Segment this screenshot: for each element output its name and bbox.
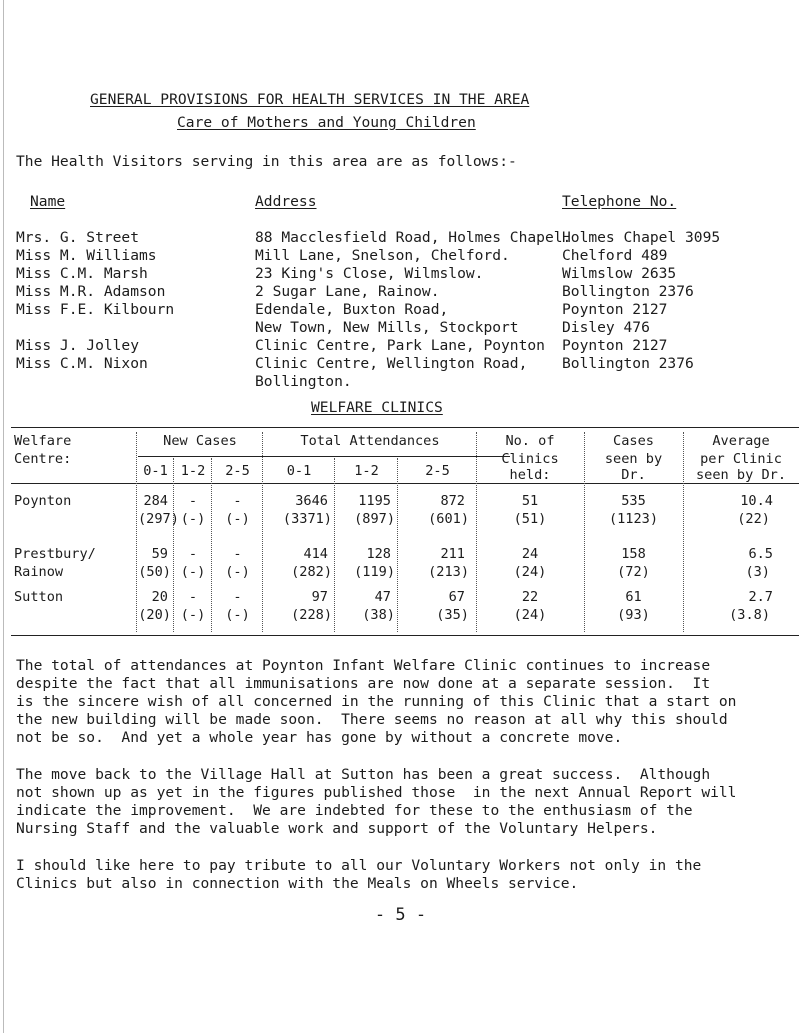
- welfare-clinics-title: WELFARE CLINICS: [311, 399, 443, 416]
- visitor-telephone: Poynton 2127: [562, 337, 668, 354]
- paragraph-line: not be so. And yet a whole year has gone by without a concrete move.: [16, 729, 623, 746]
- visitor-name: Miss C.M. Nixon: [16, 355, 148, 372]
- visitor-address: 2 Sugar Lane, Rainow.: [255, 283, 440, 300]
- cell-new-0-1-prev: (297): [138, 511, 179, 527]
- col-header-new-0-1: 0-1: [143, 463, 168, 479]
- visitor-address: 88 Macclesfield Road, Holmes Chapel.: [255, 229, 572, 246]
- col-header-seen-by: seen by: [604, 451, 663, 467]
- col-header-average: Average: [712, 433, 770, 449]
- visitor-address: 23 King's Close, Wilmslow.: [255, 265, 484, 282]
- cell-att-2-5-prev: (213): [428, 564, 469, 580]
- visitor-address: Clinic Centre, Park Lane, Poynton: [255, 337, 545, 354]
- cell-att-2-5: 211: [440, 546, 465, 562]
- table-bottom-rule: [11, 635, 799, 636]
- cell-new-2-5: -: [233, 493, 242, 509]
- col-header-total-attendances: Total Attendances: [300, 433, 440, 449]
- cell-att-0-1-prev: (282): [291, 564, 332, 580]
- table-row-centre: Prestbury/: [14, 546, 96, 562]
- cell-att-2-5: 67: [448, 589, 465, 605]
- cell-att-0-1: 414: [303, 546, 328, 562]
- visitor-telephone: Bollington 2376: [562, 283, 694, 300]
- table-row-centre-line2: Rainow: [14, 564, 64, 580]
- cell-new-2-5: -: [233, 589, 242, 605]
- paragraph-line: I should like here to pay tribute to all our Voluntary Workers not only in the: [16, 857, 702, 874]
- visitor-telephone: Chelford 489: [562, 247, 668, 264]
- cell-att-1-2: 47: [374, 589, 391, 605]
- cell-att-1-2-prev: (897): [354, 511, 395, 527]
- column-divider: [136, 432, 137, 632]
- header-name: Name: [30, 193, 66, 210]
- header-telephone: Telephone No.: [562, 193, 677, 210]
- column-divider: [211, 458, 212, 632]
- visitor-address: Clinic Centre, Wellington Road,: [255, 355, 528, 372]
- col-header-clinics: Clinics: [501, 451, 559, 467]
- cell-new-0-1-prev: (50): [138, 564, 171, 580]
- visitor-name: Miss M.R. Adamson: [16, 283, 166, 300]
- paragraph-line: is the sincere wish of all concerned in the running of this Clinic that a start on: [16, 693, 737, 710]
- col-header-new-1-2: 1-2: [180, 463, 206, 479]
- col-header-no-of: No. of: [505, 433, 555, 449]
- cell-seen-by-dr-prev: (93): [617, 607, 650, 623]
- col-header-cases: Cases: [613, 433, 654, 449]
- cell-clinics-held-prev: (24): [513, 607, 547, 623]
- col-header-att-2-5: 2-5: [425, 463, 450, 479]
- cell-att-0-1: 97: [311, 589, 328, 605]
- cell-new-1-2-prev: (-): [180, 607, 206, 623]
- visitor-name: Mrs. G. Street: [16, 229, 140, 246]
- cell-seen-by-dr-prev: (1123): [608, 511, 659, 527]
- visitor-telephone-line2: Disley 476: [562, 319, 650, 336]
- cell-new-1-2-prev: (-): [180, 511, 206, 527]
- page-number: - 5 -: [374, 905, 427, 925]
- col-header-new-cases: New Cases: [163, 433, 237, 449]
- visitor-name: Miss J. Jolley: [16, 337, 140, 354]
- col-header-att-1-2: 1-2: [354, 463, 379, 479]
- cell-new-1-2: -: [188, 493, 198, 509]
- visitor-name: Miss F.E. Kilbourn: [16, 301, 175, 318]
- visitor-address-line2: New Town, New Mills, Stockport: [255, 319, 519, 336]
- cell-new-1-2: -: [188, 546, 198, 562]
- col-header-centre: Welfare: [14, 433, 72, 449]
- cell-average-prev: (3.8): [729, 607, 770, 623]
- visitor-address: Mill Lane, Snelson, Chelford.: [255, 247, 510, 264]
- column-divider: [397, 458, 398, 632]
- col-header-per-clinic: per Clinic: [700, 451, 782, 467]
- cell-att-1-2: 1195: [358, 493, 391, 509]
- paragraph-line: The move back to the Village Hall at Sutton has been a great success. Although: [16, 766, 711, 783]
- table-subheader-rule: [138, 456, 510, 457]
- cell-seen-by-dr: 535: [621, 493, 646, 509]
- column-divider: [262, 432, 263, 632]
- cell-clinics-held: 24: [521, 546, 539, 562]
- cell-average: 2.7: [748, 589, 773, 605]
- visitor-telephone: Bollington 2376: [562, 355, 694, 372]
- cell-new-0-1: 284: [143, 493, 168, 509]
- cell-new-2-5-prev: (-): [225, 511, 250, 527]
- paragraph-line: not shown up as yet in the figures published those in the next Annual Report will: [16, 784, 737, 801]
- paragraph-line: The total of attendances at Poynton Infant Welfare Clinic continues to increase: [16, 657, 711, 674]
- cell-average: 6.5: [748, 546, 773, 562]
- document-subtitle: Care of Mothers and Young Children: [177, 114, 476, 131]
- cell-clinics-held-prev: (51): [513, 511, 547, 527]
- visitor-telephone: Wilmslow 2635: [562, 265, 677, 282]
- col-header-seen-by-dr: seen by Dr.: [695, 467, 787, 483]
- visitor-address: Edendale, Buxton Road,: [255, 301, 449, 318]
- cell-average-prev: (3): [745, 564, 770, 580]
- cell-seen-by-dr: 158: [621, 546, 646, 562]
- document-title: GENERAL PROVISIONS FOR HEALTH SERVICES IN THE AREA: [90, 91, 530, 108]
- paragraph-line: Nursing Staff and the valuable work and support of the Voluntary Helpers.: [16, 820, 658, 837]
- cell-new-2-5-prev: (-): [225, 564, 250, 580]
- visitor-name: Miss C.M. Marsh: [16, 265, 148, 282]
- column-divider: [173, 458, 174, 632]
- col-header-held: held:: [509, 467, 551, 483]
- paragraph-line: indicate the improvement. We are indebted for these to the enthusiasm of the: [16, 802, 693, 819]
- visitor-address-line2: Bollington.: [255, 373, 352, 390]
- cell-att-2-5-prev: (601): [428, 511, 469, 527]
- cell-seen-by-dr: 61: [625, 589, 642, 605]
- cell-att-1-2-prev: (38): [362, 607, 395, 623]
- column-divider: [683, 432, 684, 632]
- table-top-rule: [11, 427, 799, 428]
- cell-average: 10.4: [740, 493, 773, 509]
- cell-att-0-1-prev: (228): [291, 607, 332, 623]
- cell-new-1-2: -: [188, 589, 198, 605]
- col-header-att-0-1: 0-1: [286, 463, 312, 479]
- cell-seen-by-dr-prev: (72): [617, 564, 650, 580]
- visitor-telephone: Holmes Chapel 3095: [562, 229, 721, 246]
- cell-new-0-1: 59: [151, 546, 168, 562]
- table-row-centre: Sutton: [14, 589, 64, 605]
- paragraph-line: the new building will be made soon. There seems no reason at all why this should: [16, 711, 728, 728]
- paragraph-line: Clinics but also in connection with the Meals on Wheels service.: [16, 875, 579, 892]
- cell-clinics-held: 22: [521, 589, 539, 605]
- column-divider: [334, 458, 335, 632]
- cell-new-0-1: 20: [151, 589, 168, 605]
- col-header-new-2-5: 2-5: [225, 463, 250, 479]
- col-header-dr: Dr.: [621, 467, 646, 483]
- cell-new-2-5: -: [233, 546, 242, 562]
- cell-att-1-2-prev: (119): [354, 564, 395, 580]
- header-address: Address: [255, 193, 317, 210]
- cell-att-2-5-prev: (35): [436, 607, 469, 623]
- cell-att-1-2: 128: [366, 546, 391, 562]
- cell-clinics-held: 51: [521, 493, 539, 509]
- cell-clinics-held-prev: (24): [513, 564, 547, 580]
- cell-new-2-5-prev: (-): [225, 607, 250, 623]
- cell-att-0-1: 3646: [295, 493, 328, 509]
- table-row-centre: Poynton: [14, 493, 72, 509]
- cell-new-0-1-prev: (20): [138, 607, 171, 623]
- visitor-name: Miss M. Williams: [16, 247, 157, 264]
- cell-average-prev: (22): [737, 511, 770, 527]
- cell-att-0-1-prev: (3371): [282, 511, 332, 527]
- col-header-centre-line2: Centre:: [14, 451, 72, 467]
- cell-att-2-5: 872: [440, 493, 465, 509]
- paragraph-line: despite the fact that all immunisations are now done at a separate session. It: [16, 675, 711, 692]
- intro-text: The Health Visitors serving in this area are as follows:-: [16, 153, 517, 170]
- scan-edge: [3, 0, 4, 1033]
- visitor-telephone: Poynton 2127: [562, 301, 668, 318]
- cell-new-1-2-prev: (-): [180, 564, 206, 580]
